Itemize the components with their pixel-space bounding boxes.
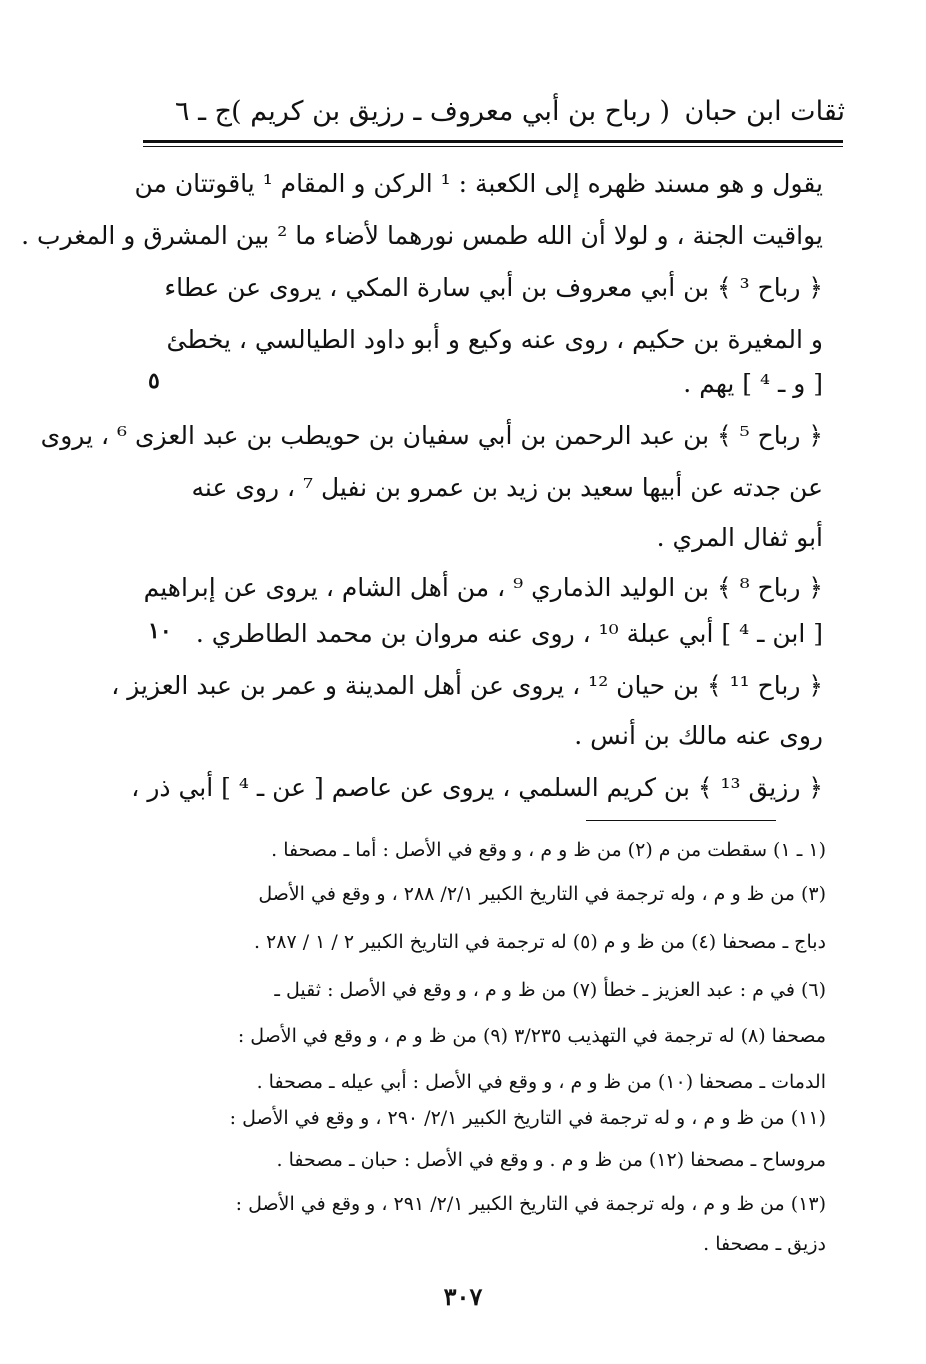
footnote-line-7: (١١) من ظ و م ، و له ترجمة في التاريخ الكبير ٢/١/ ٢٩٠ ، و وقع في الأصل : xyxy=(229,1107,826,1129)
header-entry-range: ( رباح بن أبي معروف ـ رزيق بن كريم ) xyxy=(231,96,670,127)
footnote-line-2: (٣) من ظ و م ، وله ترجمة في التاريخ الكبير ٢/١/ ٢٨٨ ، و وقع في الأصل xyxy=(258,883,826,905)
body-line-10: [ ابن ـ ⁴ ] أبي عبلة ¹⁰ ، روى عنه مروان بن محمد الطاطري . xyxy=(195,619,823,648)
footnote-line-5: مصحفا (٨) له ترجمة في التهذيب ٣/٢٣٥ (٩) من ظ و م ، و وقع في الأصل : xyxy=(237,1025,826,1047)
margin-line-number-10: ١٠ xyxy=(148,618,172,644)
header-book-title: ثقات ابن حبان xyxy=(684,96,845,127)
header-rule xyxy=(143,140,843,143)
header-volume: ج ـ ٦ xyxy=(175,96,233,127)
running-header xyxy=(165,92,845,132)
body-line-6: ﴿ رباح ⁵ ﴾ بن عبد الرحمن بن أبي سفيان بن حويطب بن عبد العزى ⁶ ، يروى xyxy=(40,421,823,450)
footnote-line-4: (٦) في م : عبد العزيز ـ خطأ (٧) من ظ و م ، و وقع في الأصل : ثقيل ـ xyxy=(274,979,826,1001)
page-number: ٣٠٧ xyxy=(443,1282,483,1311)
body-line-4: و المغيرة بن حكيم ، روى عنه وكيع و أبو داود الطيالسي ، يخطئ xyxy=(166,325,823,354)
body-line-12: روى عنه مالك بن أنس . xyxy=(574,721,823,750)
body-line-5: [ و ـ ⁴ ] يهم . xyxy=(683,369,823,398)
body-line-13: ﴿ رزيق ¹³ ﴾ بن كريم السلمي ، يروى عن عاصم [ عن ـ ⁴ ] أبي ذر ، xyxy=(131,773,823,802)
footnote-line-6: الدمات ـ مصحفا (١٠) من ظ و م ، و وقع في الأصل : أبي عيله ـ مصحفا . xyxy=(256,1071,826,1093)
body-line-2: يواقيت الجنة ، و لولا أن الله طمس نورهما لأضاء ما ² بين المشرق و المغرب . xyxy=(21,221,823,250)
footnote-line-1: (١ ـ ١) سقطت من م (٢) من ظ و م ، و وقع في الأصل : أما ـ مصحفا . xyxy=(271,839,826,861)
body-line-9: ﴿ رباح ⁸ ﴾ بن الوليد الذماري ⁹ ، من أهل الشام ، يروى عن إبراهيم xyxy=(143,573,823,602)
footnote-line-3: دباج ـ مصحفا (٤) من ظ و م (٥) له ترجمة في التاريخ الكبير ٢ / ١ / ٢٨٧ . xyxy=(253,931,826,953)
footnote-separator xyxy=(586,820,776,821)
footnote-line-8: مروساح ـ مصحفا (١٢) من ظ و م . و وقع في الأصل : حبان ـ مصحفا . xyxy=(276,1149,826,1171)
body-line-11: ﴿ رباح ¹¹ ﴾ بن حيان ¹² ، يروى عن أهل المدينة و عمر بن عبد العزيز ، xyxy=(111,671,823,700)
footnote-line-10: دزيق ـ مصحفا . xyxy=(703,1233,826,1255)
footnote-line-9: (١٣) من ظ و م ، وله ترجمة في التاريخ الكبير ٢/١/ ٢٩١ ، و وقع في الأصل : xyxy=(235,1193,826,1215)
margin-line-number-5: ٥ xyxy=(148,368,160,394)
body-line-3: ﴿ رباح ³ ﴾ بن أبي معروف بن أبي سارة المكي ، يروى عن عطاء xyxy=(164,273,823,302)
body-line-8: أبو ثفال المري . xyxy=(656,523,823,552)
body-line-1: يقول و هو مسند ظهره إلى الكعبة : ¹ الركن و المقام ¹ ياقوتتان من xyxy=(134,169,823,198)
header-rule-thin xyxy=(143,146,843,147)
body-line-7: عن جدته عن أبيها سعيد بن زيد بن عمرو بن نفيل ⁷ ، روى عنه xyxy=(191,473,823,502)
